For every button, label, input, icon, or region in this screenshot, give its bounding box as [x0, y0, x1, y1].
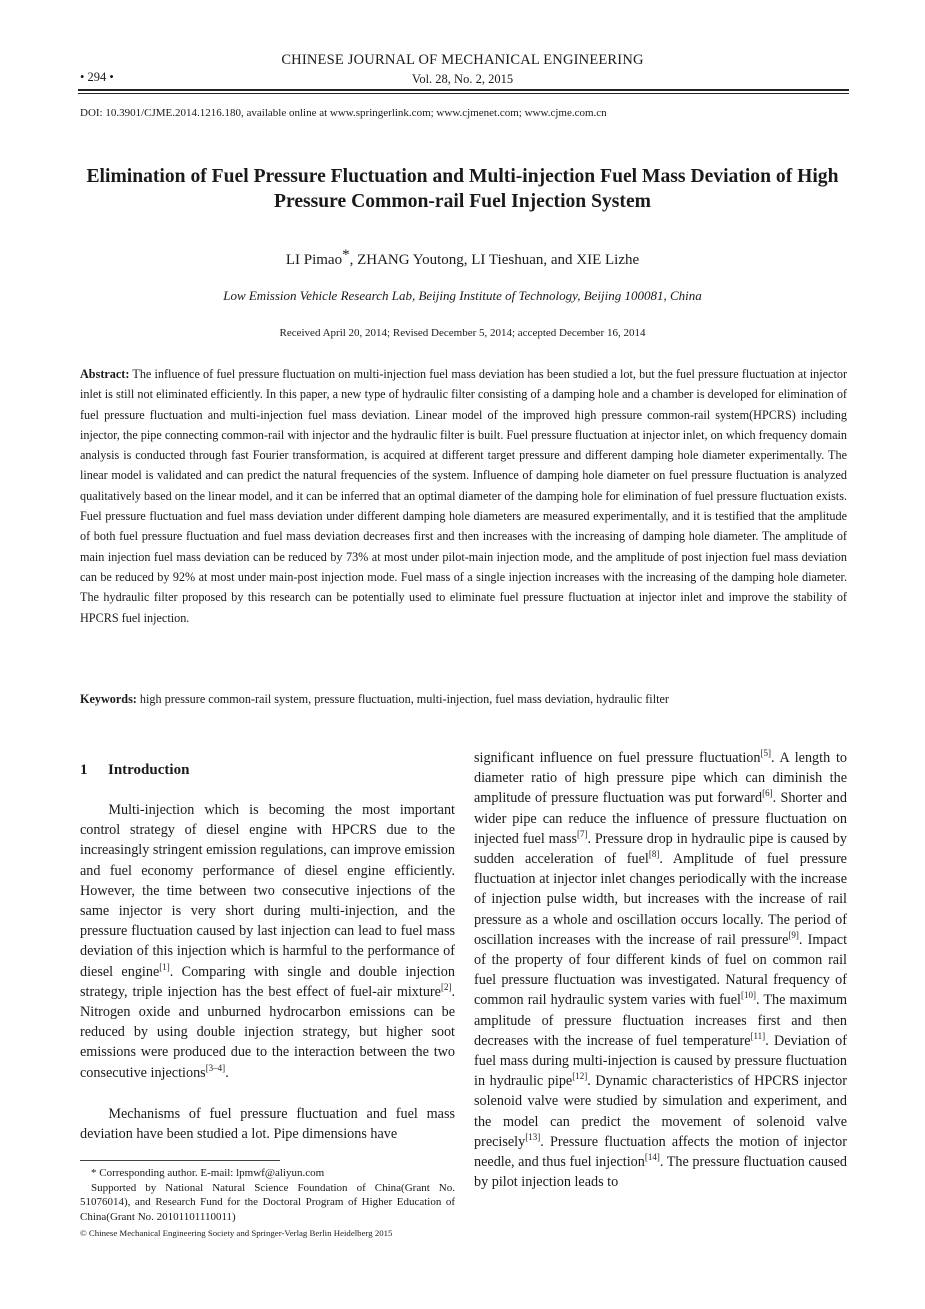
- section-title: Introduction: [108, 762, 190, 778]
- doi-line: DOI: 10.3901/CJME.2014.1216.180, available online at www.springerlink.com; www.cjmenet.com; www.cjme.com.cn: [80, 107, 607, 119]
- citation: [9]: [788, 929, 799, 940]
- citation: [11]: [750, 1030, 766, 1041]
- corresponding-star: *: [342, 247, 350, 263]
- text-run: . Pressure fluctuation affects the motion of injector needle, and thus fuel injection: [474, 1133, 847, 1171]
- citation: [1]: [159, 961, 170, 972]
- section-heading: [80, 762, 189, 779]
- footnotes: [80, 1166, 455, 1224]
- text-run: . Shorter and wider pipe can reduce the influence of pressure fluctuation on injected fuel mass: [474, 790, 847, 847]
- corresponding-footnote: * Corresponding author. E-mail: lpmwf@aliyun.com: [91, 1167, 325, 1179]
- intro-paragraph-1: [80, 800, 455, 1083]
- affiliation: Low Emission Vehicle Research Lab, Beijing Institute of Technology, Beijing 100081, China: [223, 288, 702, 303]
- keywords: [80, 689, 847, 709]
- author-list: [0, 247, 925, 269]
- corresponding-author: LI Pimao: [285, 252, 343, 268]
- citation: [8]: [648, 849, 660, 860]
- citation: [2]: [440, 981, 452, 992]
- citation: [3–4]: [205, 1062, 226, 1073]
- citation: [13]: [525, 1131, 541, 1142]
- text-run: significant influence on fuel pressure fluctuation: [474, 750, 761, 766]
- copyright-line: © Chinese Mechanical Engineering Society and Springer-Verlag Berlin Heidelberg 2015: [80, 1228, 393, 1238]
- footnote-rule: [80, 1160, 280, 1161]
- intro-paragraph-2: Mechanisms of fuel pressure fluctuation and fuel mass deviation have been studied a lot. Pipe dimensions have: [80, 1106, 455, 1143]
- text-run: . Pressure drop in hydraulic pipe is caused by sudden acceleration of fuel: [474, 830, 847, 868]
- text-run: . Dynamic characteristics of HPCRS injector solenoid valve were studied by simulation and experiment, and the model can predict the movement of solenoid valve precisely: [474, 1073, 847, 1150]
- co-authors: , ZHANG Youtong, LI Tieshuan, and XIE Lizhe: [349, 252, 640, 268]
- text-run: . The maximum amplitude of pressure fluctuation increases first and then decreases with the increase of fuel temperature: [474, 992, 847, 1049]
- header-rule-thin: [78, 93, 849, 94]
- keywords-label: Keywords:: [80, 692, 137, 706]
- header-rule-thick: [78, 89, 849, 91]
- citation: [7]: [576, 828, 588, 839]
- text-run: . Amplitude of fuel pressure fluctuation at injector inlet changes periodically with the increase of injection pulse width, but increases with the increase of rail pressure as a whole and oscillation occurs locally. The period of oscillation increases with the increase of rail pressure: [474, 851, 847, 948]
- text-run: . Comparing with single and double injection strategy, triple injection has the best effect of fuel-air mixture: [80, 963, 455, 1000]
- citation: [5]: [760, 748, 771, 758]
- text-run: . The pressure fluctuation caused by pilot injection leads to: [474, 1154, 847, 1191]
- abstract-text: The influence of fuel pressure fluctuation on multi-injection fuel mass deviation has been studied a lot, but the fuel pressure fluctuation at injector inlet is still not eliminated efficiently. In this paper, a new type of hydraulic filter consisting of a damping hole and a chamber is developed for elimination of fuel pressure fluctuation and multi-injection fuel mass deviation. Linear model of the improved high pressure common-rail system(HPCRS) including injector, the pipe connecting common-rail with injector and the hydraulic filter is built. Fuel pressure fluctuation at injector inlet, on which frequency domain analysis is conducted through fast Fourier transformation, is acquired at different target pressure and different damping hole diameter experimentally. The linear model is validated and can predict the natural frequencies of the system. Influence of damping hole diameter on fuel pressure fluctuation is analyzed qualitatively based on the linear model, and it can be inferred that an optimal diameter of the damping hole for elimination of fuel pressure fluctuation exists. Fuel pressure fluctuation and fuel mass deviation under different damping hole diameters are measured experimentally, and it is testified that the amplitude of both fuel pressure fluctuation and fuel mass deviation decreases first and then increases with the increasing of damping hole diameter. The amplitude of main injection fuel mass deviation can be reduced by 73% at most under pilot-main injection mode, and the amplitude of post injection fuel mass deviation can be reduced by 92% at most under main-post injection mode. Fuel mass of a single injection increases with the increasing of the damping hole diameter. The hydraulic filter proposed by this research can be potentially used to eliminate fuel pressure fluctuation at injector inlet and improve the stability of HPCRS fuel injection.: [80, 367, 847, 625]
- section-number: 1: [80, 762, 88, 778]
- page-number: • 294 •: [80, 70, 114, 84]
- abstract-label: Abstract:: [80, 367, 130, 381]
- keywords-text: high pressure common-rail system, pressure fluctuation, multi-injection, fuel mass deviation, hydraulic filter: [139, 692, 669, 706]
- paper-title: Elimination of Fuel Pressure Fluctuation and Multi-injection Fuel Mass Deviation of High Pressure Common-rail Fuel Injection System: [86, 166, 839, 212]
- citation: [10]: [741, 990, 757, 1001]
- text-run: . Nitrogen oxide and unburned hydrocarbon emissions can be reduced by using double injection strategy, but higher soot emissions were produced due to the interaction between the two consecutive injections: [80, 983, 455, 1081]
- intro-paragraph-1-continued: [474, 748, 847, 1192]
- funding-footnote: Supported by National Natural Science Foundation of China(Grant No. 51076014), and Research Fund for the Doctoral Program of Higher Education of China(Grant No. 20101101110011): [80, 1181, 455, 1223]
- text-run: . Impact of the property of four different kinds of fuel on common rail fuel pressure fluctuation was investigated. Natural frequency of common rail hydraulic system varies with fuel: [474, 931, 848, 1009]
- citation: [12]: [572, 1071, 588, 1082]
- text-run: Multi-injection which is becoming the most important control strategy of diesel engine with HPCRS due to the increasingly stringent emission regulations, can improve emission and fuel economy performance of diesel engine efficiently. However, the time between two consecutive injections of the same injector is very short during multi-injection, and the pressure fluctuation caused by last injection can lead to fuel mass deviation of this injection which is harmful to the performance of diesel engine: [80, 802, 455, 980]
- citation: [14]: [644, 1152, 660, 1163]
- volume-issue: Vol. 28, No. 2, 2015: [411, 72, 514, 86]
- abstract: [80, 364, 847, 628]
- journal-name: CHINESE JOURNAL OF MECHANICAL ENGINEERING: [281, 52, 644, 68]
- text-run: . A length to diameter ratio of high pressure pipe which can diminish the amplitude of pressure fluctuation was put forward: [474, 750, 847, 807]
- citation: [6]: [762, 788, 773, 799]
- received-dates: Received April 20, 2014; Revised December 5, 2014; accepted December 16, 2014: [279, 327, 646, 339]
- text-run: . Deviation of fuel mass during multi-injection is caused by pressure fluctuation in hydraulic pipe: [474, 1032, 848, 1090]
- text-run: .: [225, 1064, 229, 1081]
